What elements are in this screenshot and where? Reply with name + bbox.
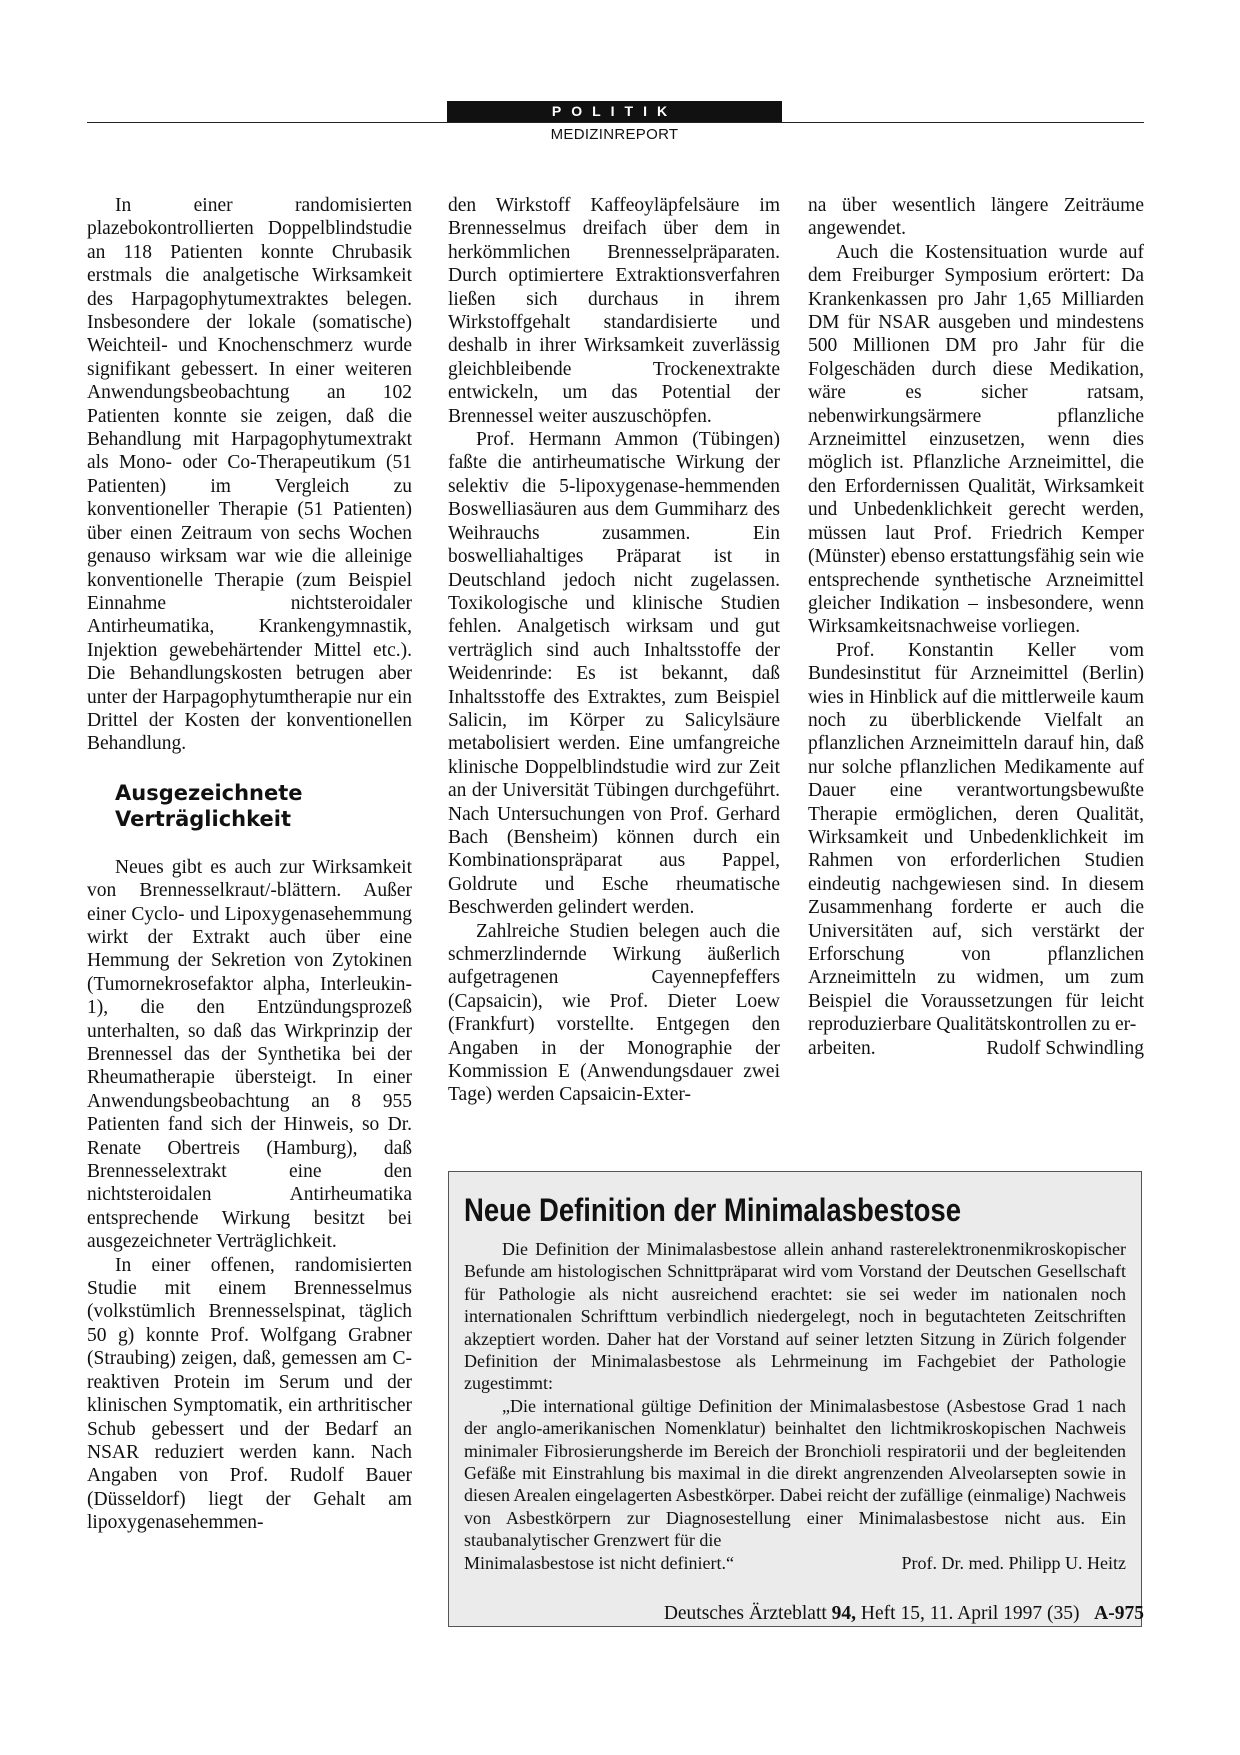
paragraph: Zahlreiche Studien belegen auch die schmerzlindernde Wirkung äußerlich aufgetragenen Cayennepfeffers (Capsaicin), wie Prof. Dieter Loew (Frankfurt) vorstellte. Entgegen den Angaben in der Monographie der Kommission E (Anwendungsdauer zwei Tage) werden Capsaicin-Exter- [448, 920, 780, 1106]
journal-name: Deutsches Ärzteblatt [663, 1603, 827, 1624]
paragraph: den Wirkstoff Kaffeoyläpfelsäure im Brennesselmus dreifach über dem in herkömmlichen Brennesselpräparaten. Durch optimiertere Extraktionsverfahren ließen sich durchaus in ihrem Wirkstoffgehalt standardisierte und deshalb in ihrer Wirksamkeit zuverlässig gleichbleibende Trockenextrakte entwickeln, um das Potential der Brennessel weiter auszuschöpfen. [448, 195, 780, 427]
article-column-1 [87, 194, 412, 1535]
paragraph: Neues gibt es auch zur Wirksamkeit von Brennesselkraut/-blättern. Außer einer Cyclo- und Lipoxygenasehemmung wirkt der Extrakt auch über eine Hemmung der Sekretion von Zytokinen (Tumornekrosefaktor alpha, Interleukin-1), die den Entzündungsprozeß unterhalten, so daß das Wirkprinzip der Brennessel das der Synthetika bei der Rheumatherapie übersteigt. In einer Anwendungsbeobachtung an 8 955 Patienten fand sich der Hinweis, so Dr. Renate Obertreis (Hamburg), daß Brennesselextrakt eine den nichtsteroidalen Antirheumatika entsprechende Wirkung besitzt bei ausgezeichneter Verträglichkeit. [87, 856, 412, 1253]
section-heading-line: Ausgezeichnete [115, 780, 303, 805]
paragraph: Auch die Kostensituation wurde auf dem Freiburger Symposium erörtert: Da Krankenkassen pro Jahr 1,65 Milliarden DM für NSAR ausgeben und mindestens 500 Millionen DM pro Jahr für die Folgeschäden durch diese Medikation, wäre es sicher ratsam, nebenwirkungsärmere pflanzliche Arzneimittel einzusetzen, wenn dies möglich ist. Pflanzliche Arzneimittel, die den Erfordernissen Qualität, Wirksamkeit und Unbedenklichkeit gerecht werden, müssen laut Prof. Friedrich Kemper (Münster) ebenso erstattungsfähig sein wie entsprechende synthetische Arzneimittel gleicher Indikation – insbesondere, wenn Wirksamkeitsnachweise vorliegen. [808, 241, 1144, 638]
paragraph: In einer randomisierten plazebokontrollierten Doppelblindstudie an 118 Patienten konnte Chrubasik erstmals die analgetische Wirksamkeit des Harpagophytumextraktes belegen. Insbesondere der lokale (somatische) Weichteil- und Knochenschmerz wurde signifikant gebessert. In einer weiteren Anwendungsbeobachtung an 102 Patienten konnte sie zeigen, daß die Behandlung mit Harpagophytumextrakt als Mono- oder Co-Therapeutikum (51 Patienten) im Vergleich zu konventioneller Therapie (51 Patienten) über einen Zeitraum von sechs Wochen genauso wirksam war wie die alleinige konventionelle Therapie (zum Beispiel Einnahme nichtsteroidaler Antirheumatika, Krankengymnastik, Injektion gewebehärtender Mittel etc.). Die Behandlungskosten betrugen aber unter der Harpagophytumtherapie nur ein Drittel der Kosten der konventionellen Behandlung. [87, 195, 412, 755]
journal-volume: 94, [831, 1603, 857, 1624]
box-title: Neue Definition der Minimalasbestose [464, 1192, 961, 1228]
issue-info: Heft 15, 11. April 1997 (35) [860, 1603, 1080, 1624]
section-heading [115, 780, 412, 832]
subsection-label: MEDIZINREPORT [550, 126, 679, 143]
info-box [448, 1171, 1142, 1627]
section-label: POLITIK [447, 101, 782, 122]
paragraph: In einer offenen, randomisierten Studie mit einem Brennesselmus (volkstümlich Brennesselspinat, täglich 50 g) konnte Prof. Wolfgang Grabner (Straubing) zeigen, daß, gemessen am C-reaktiven Protein im Serum und der klinischen Symptomatik, ein arthritischer Schub gebessert und der Bedarf an NSAR reduziert werden kann. Nach Angaben von Prof. Rudolf Bauer (Düsseldorf) liegt der Gehalt am lipoxygenasehemmen- [87, 1254, 412, 1534]
box-author-name: Prof. Dr. med. Philipp U. Heitz [901, 1552, 1126, 1573]
paragraph: Prof. Hermann Ammon (Tübingen) faßte die antirheumatische Wirkung der selektiv die 5-lipoxygenase-hemmenden Boswelliasäuren aus dem Gummiharz des Weihrauchs zusammen. Ein boswelliahaltiges Präparat ist in Deutschland jedoch nicht zugelassen. Toxikologische und klinische Studien fehlen. Analgetisch wirksam und gut verträglich sind auch Inhaltsstoffe der Weidenrinde: Es ist bekannt, daß Inhaltsstoffe des Extraktes, zum Beispiel Salicin, im Körper zu Salicylsäure metabolisiert werden. Eine umfangreiche klinische Doppelblindstudie wird zur Zeit an der Universität Tübingen durchgeführt. Nach Untersuchungen von Prof. Gerhard Bach (Bensheim) können durch ein Kombinationspräparat aus Pappel, Goldrute und Esche rheumatische Beschwerden gelindert werden. [448, 429, 780, 919]
author-line [808, 1037, 1144, 1060]
paragraph-end: arbeiten. [808, 1037, 876, 1059]
box-paragraph: Die Definition der Minimalasbestose allein anhand rasterelektronenmikroskopischer Befunde am histologischen Schnittpräparat wird vom Vorstand der Deutschen Gesellschaft für Pathologie als nicht ausreichend erachtet: sie sei weder im nationalen noch internationalen Schrifttum verbindlich niedergelegt, noch in begutachteten Zeitschriften akzeptiert worden. Daher hat der Vorstand auf seiner letzten Sitzung in Zürich folgender Definition der Minimalasbestose als Lehrmeinung im Fachgebiet der Pathologie zugestimmt: [464, 1239, 1126, 1394]
section-heading-line: Verträglichkeit [115, 806, 291, 831]
author-name: Rudolf Schwindling [986, 1037, 1144, 1059]
page-footer [600, 1603, 1144, 1625]
paragraph: na über wesentlich längere Zeiträume angewendet. [808, 195, 1144, 240]
header-rule [87, 122, 1144, 123]
page-number: A-975 [1094, 1603, 1144, 1624]
quote-end: Minimalasbestose ist nicht definiert.“ [464, 1552, 734, 1573]
box-paragraph: „Die international gültige Definition der Minimalasbestose (Asbestose Grad 1 nach der anglo-amerikanischen Nomenklatur) beinhaltet den lichtmikroskopischen Nachweis minimaler Fibrosierungsherde im Bereich der Bronchioli respiratorii und der begleitenden Gefäße mit Einstrahlung bis maximal in die direkt angrenzenden Alveolarsepten sowie in diesen Arealen eingelagerten Asbestkörper. Dabei reicht der zufällige (einmalige) Nachweis von Asbestkörpern zur Diagnosestellung einer Minimalasbestose nicht aus. Ein staubanalytischer Grenzwert für die [464, 1395, 1126, 1551]
article-column-2 [448, 194, 780, 1107]
box-author-line [464, 1552, 1126, 1574]
article-column-3 [808, 194, 1144, 1060]
paragraph: Prof. Konstantin Keller vom Bundesinstitut für Arzneimittel (Berlin) wies in Hinblick auf die mittlerweile kaum noch zu überblickende Vielfalt an pflanzlichen Arzneimitteln darauf hin, daß nur solche pflanzlichen Medikamente auf Dauer eine verantwortungsbewußte Therapie ermöglichen, deren Qualität, Wirksamkeit und Unbedenklichkeit im Rahmen von erforderlichen Studien eindeutig nachgewiesen sind. In diesem Zusammenhang forderte er auch die Universitäten auf, sich verstärkt der Erforschung von pflanzlichen Arzneimitteln zu widmen, um zum Beispiel die Voraussetzungen für leicht reproduzierbare Qualitätskontrollen zu er- [808, 639, 1144, 1036]
